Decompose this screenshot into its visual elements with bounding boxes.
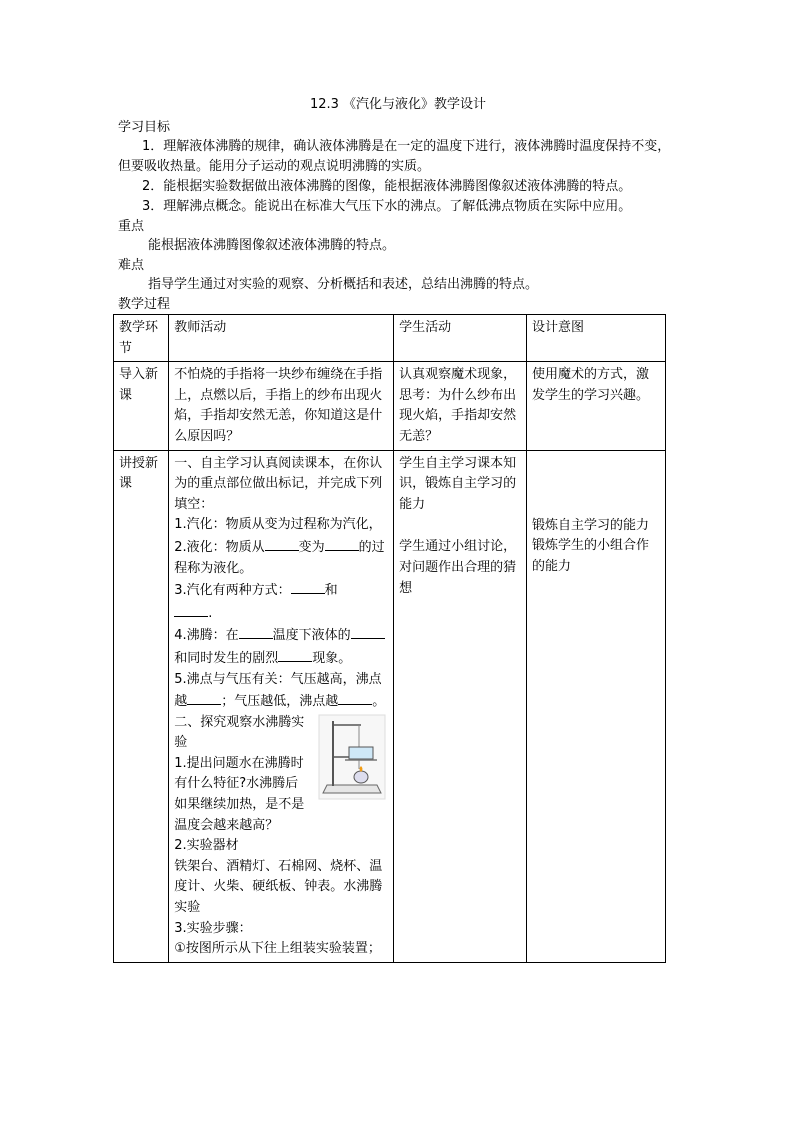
row2-stage: 讲授新课 xyxy=(114,450,169,962)
row1-stage: 导入新课 xyxy=(114,362,169,450)
header-student: 学生活动 xyxy=(394,315,527,362)
difficulties-heading: 难点 xyxy=(118,258,145,273)
objectives-heading: 学习目标 xyxy=(118,120,171,135)
question-2 xyxy=(174,536,389,579)
header-teacher: 教师活动 xyxy=(169,315,394,362)
question-4-part: 温度下液体的 xyxy=(272,628,351,644)
question-2-part: 2.液化：物质从 xyxy=(174,539,265,555)
question-4-part: 4.沸腾：在 xyxy=(174,628,239,644)
student-activity-1: 学生自主学习课本知识，锻炼自主学习的能力 xyxy=(399,455,517,512)
question-3-part: . xyxy=(208,605,213,621)
question-3-part: 3.汽化有两种方式： xyxy=(174,583,291,599)
objective-1: 1．理解液体沸腾的规律，确认液体沸腾是在一定的温度下进行，液体沸腾时温度保持不变，但要吸收热量。能用分子运动的观点说明沸腾的实质。 xyxy=(118,139,671,174)
fill-blank[interactable] xyxy=(265,536,299,551)
document-page xyxy=(118,96,678,963)
fill-blank[interactable] xyxy=(187,690,221,705)
question-4-part: 和同时发生的剧烈 xyxy=(174,650,279,666)
fill-blank[interactable] xyxy=(278,647,312,662)
row2-teacher xyxy=(169,450,394,962)
question-3 xyxy=(174,579,389,624)
table-row xyxy=(114,362,666,450)
row1-intent: 使用魔术的方式，激发学生的学习兴趣。 xyxy=(526,362,665,450)
key-points-text: 能根据液体沸腾图像叙述液体沸腾的特点。 xyxy=(148,238,396,253)
objective-2: 2．能根据实验数据做出液体沸腾的图像，能根据液体沸腾图像叙述液体沸腾的特点。 xyxy=(142,179,632,194)
question-5 xyxy=(174,670,389,713)
fill-blank[interactable] xyxy=(338,690,372,705)
document-title: 12.3 《汽化与液化》教学设计 xyxy=(309,97,487,112)
objective-3: 3．理解沸点概念。能说出在标准大气压下水的沸点。了解低沸点物质在实际中应用。 xyxy=(142,199,632,214)
question-5-part: ；气压越低，沸点越 xyxy=(221,694,339,710)
question-2-part: 变为 xyxy=(298,539,325,555)
header-intent: 设计意图 xyxy=(526,315,665,362)
question-3-part: 和 xyxy=(324,583,338,599)
boiling-apparatus-icon xyxy=(317,713,387,801)
process-table xyxy=(113,314,666,963)
teacher-intro: 一、自主学习认真阅读课本，在你认为的重点部位做出标记，并完成下列填空： xyxy=(174,455,383,512)
question-4-part: 现象。 xyxy=(312,650,352,666)
row2-intent xyxy=(526,450,665,962)
header-stage: 教学环节 xyxy=(114,315,169,362)
row1-teacher: 不怕烧的手指将一块纱布缠绕在手指上，点燃以后，手指上的纱布出现火焰，手指却安然无恙，你知道这是什么原因吗？ xyxy=(169,362,394,450)
row1-student: 认真观察魔术现象，思考：为什么纱布出现火焰，手指却安然无恙？ xyxy=(394,362,527,450)
fill-blank[interactable] xyxy=(239,624,273,639)
fill-blank[interactable] xyxy=(174,602,208,617)
student-activity-2: 学生通过小组讨论，对问题作出合理的猜想 xyxy=(399,539,517,596)
row2-student xyxy=(394,450,527,962)
step-3a: ①按图所示从下往上组装实验装置； xyxy=(174,941,381,957)
difficulties-text: 指导学生通过对实验的观察、分析概括和表述，总结出沸腾的特点。 xyxy=(148,277,539,292)
section-2-heading: 二、探究观察水沸腾实验 xyxy=(174,714,305,751)
row2-intent-text: 锻炼自主学习的能力锻炼学生的小组合作的能力 xyxy=(531,517,649,574)
fill-blank[interactable] xyxy=(291,579,325,594)
equipment-list: 铁架台、酒精灯、石棉网、烧杯、温度计、火柴、硬纸板、钟表。水沸腾实验 xyxy=(174,858,383,916)
question-4 xyxy=(174,624,389,669)
process-heading: 教学过程 xyxy=(118,297,171,312)
step-2: 2.实验器材 xyxy=(174,838,239,854)
fill-blank[interactable] xyxy=(351,624,385,639)
question-5-part: 5.沸点与气压有关：气压越高，沸点越 xyxy=(174,671,382,710)
step-1: 1.提出问题水在沸腾时有什么特征?水沸腾后如果继续加热，是不是温度会越来越高？ xyxy=(174,755,305,833)
experiment-figure-block xyxy=(174,713,389,837)
table-row xyxy=(114,450,666,962)
question-2-part: 的过程称为液化。 xyxy=(174,539,385,576)
question-5-part: 。 xyxy=(372,694,386,710)
fill-blank[interactable] xyxy=(325,536,359,551)
step-3: 3.实验步骤： xyxy=(174,920,252,936)
question-1: 1.汽化：物质从变为过程称为汽化， xyxy=(174,517,382,533)
key-points-heading: 重点 xyxy=(118,219,145,234)
table-header-row xyxy=(114,315,666,362)
